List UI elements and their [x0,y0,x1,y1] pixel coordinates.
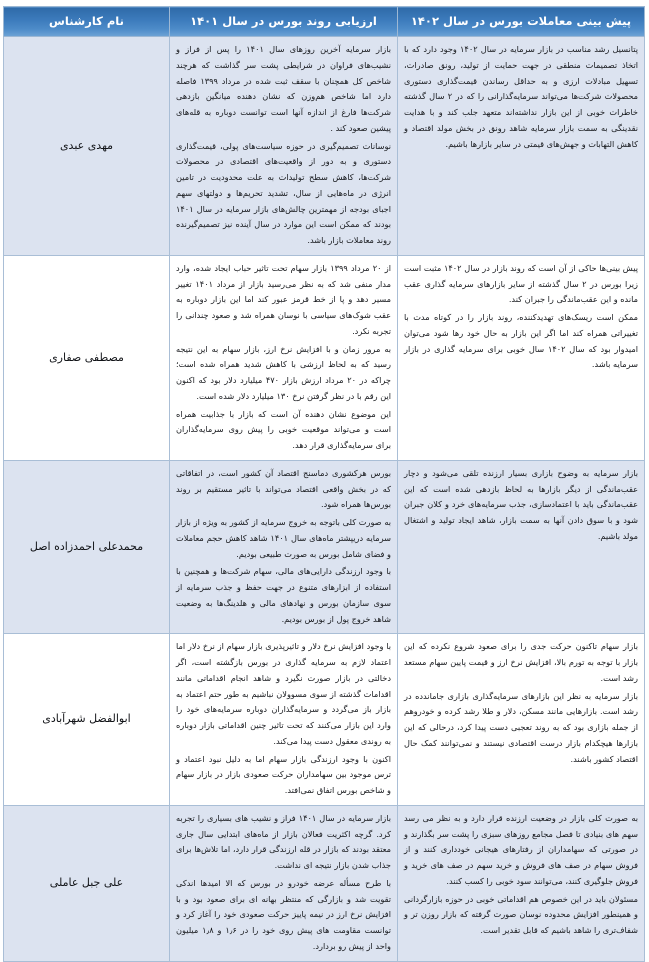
forecast-cell [398,805,645,961]
forecast-cell [398,634,645,806]
expert-name-cell: مهدی عبدی [4,37,170,256]
evaluation-cell [170,805,398,961]
expert-name-cell: مصطفی صفاری [4,255,170,460]
forecast-paragraph: پتانسیل رشد مناسب در بازار سرمایه در سال ۱۴۰۲ وجود دارد که با اتخاذ تصمیمات منطقی در جهت حمایت از تولید، رونق صادرات، تسهیل مبادلات ارزی و به حداقل رساندن قیمت‌گذاری دستوری محصولات شرکت‌ها می‌تواند سرمایه‌گذارانی را که در ۲ سال گذشته خاطرات خوبی از این بازار نداشته‌اند متعهد جلب کند و با هدایت نقدینگی به سمت بازار سرمایه شاهد رونق در بخش مولد اقتصاد و کاهش التهابات و جهش‌های قیمتی در سایر بازارها باشیم. [404,44,638,149]
forecast-paragraph: ممکن است ریسک‌های تهدیدکننده، روند بازار را در کوتاه مدت با تغییراتی همراه کند اما اگر این بازار به حال خود رها شود می‌توان امیدوار بود که سال ۱۴۰۲ سال خوبی برای سرمایه گذاری در بازار سرمایه باشد. [404,312,638,370]
evaluation-paragraph: نوسانات تصمیم‌گیری در حوزه سیاست‌های پولی، قیمت‌گذاری دستوری و به دور از واقعیت‌های اقتصادی در محصولات شرکت‌ها، کاهش سطح تولیدات به علت محدودیت در تامین انرژی در ماه‌هایی از سال، تشدید تحریم‌ها و دولتهای سهم اجبای بودجه از مهمترین چالش‌های بازار سرمایه در سال ۱۴۰۱ بودند که ممکن است این موارد در سال آینده نیز تصمیم‌گیرنده روند معاملات بازار باشد. [176,140,391,245]
evaluation-cell [170,255,398,460]
forecast-cell [398,255,645,460]
table-row [4,255,645,460]
evaluation-paragraph: بازار سرمایه در سال ۱۴۰۱ فراز و نشیب های بسیاری را تجربه کرد. گرچه اکثریت فعالان بازار از ماه‌های ابتدایی سال جاری معتقد بودند که بازار در قله ارزندگی قرار دارد، اما تلاش‌ها برای جذاب شدن بازار نتیجه ای نداشت. [176,812,391,870]
evaluation-paragraph: به صورت کلی باتوجه به خروج سرمایه از کشور به ویژه از بازار سرمایه دریپشتر ماه‌های سال ۱۴۰۱ شاهد کاهش حجم معاملات و فضای شامل بورس به صورت طبیعی بودیم. [176,517,391,559]
table-row [4,37,645,256]
evaluation-cell [170,634,398,806]
table-body [4,37,645,962]
expert-name-cell: محمدعلی احمدزاده اصل [4,460,170,634]
expert-name-cell: ابوالفضل شهرآبادی [4,634,170,806]
evaluation-paragraph: اکنون با وجود ارزندگی بازار سهام اما به دلیل نبود اعتماد و ترس موجود بین سهامداران حرکت صعودی بازار در بازار سهام و شاخص بورس اتفاق نمی‌افتد. [176,753,391,795]
forecast-paragraph: بازار سرمایه به وضوح بازاری بسیار ارزنده تلقی می‌شود و دچار عقب‌ماندگی از دیگر بازارها به لحاظ بازدهی شده است که این عقب‌ماندگی باید با اعتمادسازی، جذب سرمایه‌های خرد و کلان جبران شود و با سوق دادن آنها به سمت بازار، شاهد ایجاد تولید و اشتغال مولد باشیم. [404,467,638,541]
table-header [4,7,645,37]
table-row [4,634,645,806]
evaluation-paragraph: بورس هرکشوری دماسنج اقتصاد آن کشور است، در اتفاقاتی که در بخش واقعی اقتصاد می‌تواند با تاثیر مستقیم بر روند بورس‌ها همراه شود. [176,467,391,510]
column-header-expert-name: نام کارشناس [4,7,170,37]
header-row [4,7,645,37]
evaluation-paragraph: بازار سرمایه آخرین روزهای سال ۱۴۰۱ را پس از فراز و نشیب‌های فراوان در شرایطی پشت سر گذاشت که هرچند شاخص کل همچنان با سقف ثبت شده در مرداد ۱۳۹۹ فاصله دارد اما شاخص هم‌وزن که نشان دهنده میانگین بازدهی شرکت‌ها فارغ از اندازه آنها است توانست دوباره به قله‌های پیشین صعود کند . [176,44,391,133]
evaluation-cell [170,37,398,256]
column-header-forecast-1402: پیش بینی معاملات بورس در سال ۱۴۰۲ [398,7,645,37]
forecast-paragraph: بازار سهام تاکنون حرکت جدی را برای صعود شروع نکرده که این بازار با توجه به تورم بالا، افزایش نرخ ارز و قیمت پایین سهام مستعد رشد است. [404,641,638,683]
evaluation-cell [170,460,398,634]
evaluation-paragraph: با طرح مسأله عرضه خودرو در بورس که الا امیدها اندکی تقویت شد و بازارگی که منتظر بهانه ای برای صعود بود و با افزایش نرخ ارز در نیمه پاییز حرکت صعودی خود را آغاز کرد و توانست مقاومت های پیش روی خود را در ۱٫۶ و ۱٫۸ میلیون واحد از پیش رو بردارد. [176,877,391,951]
forecast-cell [398,37,645,256]
table-row [4,805,645,961]
expert-opinions-table [3,6,645,962]
column-header-evaluation-1401: ارزیابی روند بورس در سال ۱۴۰۱ [170,7,398,37]
forecast-cell [398,460,645,634]
table-row [4,460,645,634]
forecast-paragraph: پیش بینی‌ها حاکی از آن است که روند بازار در سال ۱۴۰۲ مثبت است زیرا بورس در ۲ سال گذشته از سایر بازارهای سرمایه گذاری عقب مانده و این عقب‌ماندگی را جبران کند. [404,262,638,305]
forecast-paragraph: به صورت کلی بازار در وضعیت ارزنده قرار دارد و به نظر می رسد سهم های بنیادی تا فصل مجامع روزهای سبزی را پشت سر بگذارند و در صورتی که سهامداران از رفتارهای هیجانی خودداری کنند و از فروش سهام در صف های فروش و خرید سهم در صف های خرید و فروش جلوگیری کنند، می‌توانند سود خوبی را کسب کنند. [404,812,638,886]
expert-name-cell: علی جبل عاملی [4,805,170,961]
forecast-paragraph: بازار سرمایه به نظر این بازارهای سرمایه‌گذاری بازاری جاماندده در رشد است. بازارهایی مانند مسکن، دلار و طلا رشد کرده و خودروهم از جمله بازاری بود که به روند تعجبی دست پیدا کرد، درحالی که این بازارها هیچکدام بازار درست اقتصادی نیستند و نمی‌توانند کمک حال اقتصاد کشور باشند. [404,690,638,764]
forecast-paragraph: مسئولان باید در این خصوص هم اقداماتی خوبی در حوزه بازارگردانی و همینطور افزایش محدوده نوسان صورت گرفته که بازار روزن تر و شفاف‌تری را شاهد باشیم که قابل تقدیر است. [404,893,638,935]
evaluation-paragraph: با وجود افزایش نرخ دلار و تاثیرپذیری بازار سهام از نرخ دلار اما اعتماد لازم به سرمایه گذاری در بورس بازگشته است، اگر دخالتی در بازار صورت نگیرد و شاهد انجام اقداماتی مانند اقدامات گذشته از سوی مسوولان نباشیم به طور حتم اعتماد به بازار باز می‌گردد و سرمایه‌گذاران دوباره سرمایه‌های خود را وارد این بازار می‌کنند که تحت تاثیر چنین اقداماتی بازار دوباره به روندی معقول دست پیدا می‌کند. [176,641,391,746]
evaluation-paragraph: این موضوع نشان دهنده آن است که بازار با جذابیت همراه است و می‌تواند موقعیت خوبی را پیش روی سرمایه‌گذاران برای سرمایه‌گذاری قرار دهد. [176,408,391,450]
evaluation-paragraph: به مرور زمان و با افزایش نرخ ارز، بازار سهام به این نتیجه رسید که به لحاظ ارزشی با کاهش شدید همراه شده است؛ چراکه در ۲۰ مرداد ارزش بازار ۴۷۰ میلیارد دلار بود که اکنون این رقم با در نظر گرفتن نرخ ۱۳۰ میلیارد دلار شده است. [176,343,391,401]
evaluation-paragraph: با وجود ارزندگی دارایی‌های مالی، سهام شرکت‌ها و همچنین با استفاده از ابزارهای متنوع در جهت حفظ و جذب سرمایه از سوی سازمان بورس و نهادهای مالی و هلدینگ‌ها به وضعیت شاهد خروج پول از بورس بودیم. [176,566,391,624]
evaluation-paragraph: از ۲۰ مرداد ۱۳۹۹ بازار سهام تحت تاثیر حباب ایجاد شده، وارد مدار منفی شد که به نظر می‌رسید بازار از مرداد ۱۴۰۱ تغییر مسیر دهد و پا از خط قرمز عبور کند اما این بازار دوباره به عقب شوک‌های سیاسی با نوسان همراه شد و صعود چندانی را تجربه نکرد. [176,262,391,336]
